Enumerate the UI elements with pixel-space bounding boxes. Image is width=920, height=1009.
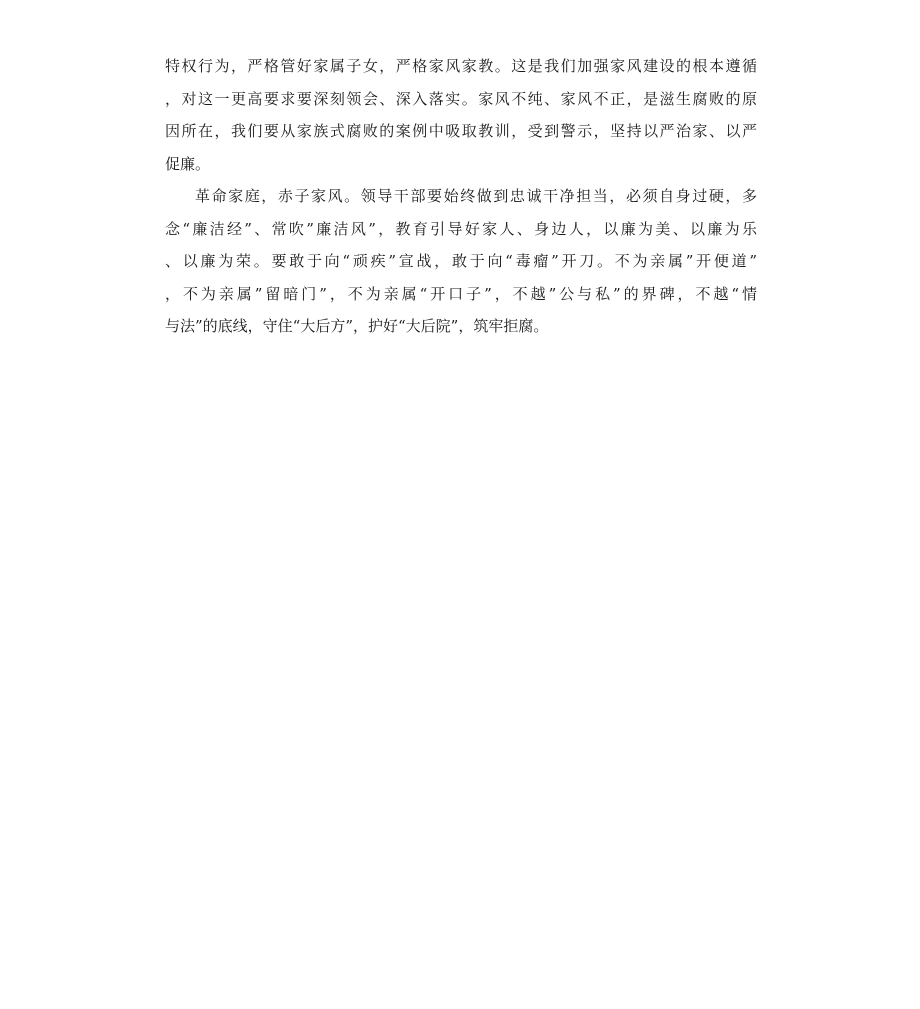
text-line: 念“廉洁经”、常吹”廉洁风”，教育引导好家人、身边人，以廉为美、以廉为乐 [165,219,757,238]
text-line: ，不为亲属”留暗门”，不为亲属“开口子”，不越”公与私”的界碑，不越“情 [165,284,757,303]
text-line: 革命家庭，赤子家风。领导干部要始终做到忠诚干净担当，必须自身过硬，多 [195,187,757,205]
paragraph-1 [165,50,757,180]
text-line: 特权行为，严格管好家属子女，严格家风家教。这是我们加强家风建设的根本遵循 [165,57,757,75]
text-line: 因所在，我们要从家族式腐败的案例中吸取教训，受到警示，坚持以严治家、以严 [165,122,757,140]
text-line: 与法”的底线，守住“大后方”，护好“大后院”，筑牢拒腐。 [165,317,549,335]
document-page [165,50,757,343]
paragraph-2 [165,180,757,343]
text-line: ，对这一更高要求要深刻领会、深入落实。家风不纯、家风不正，是滋生腐败的原 [165,89,757,108]
text-line: 、以廉为荣。要敢于向“顽疾”宣战，敢于向“毒瘤”开刀。不为亲属”开便道” [165,252,757,270]
text-line: 促廉。 [165,154,211,173]
